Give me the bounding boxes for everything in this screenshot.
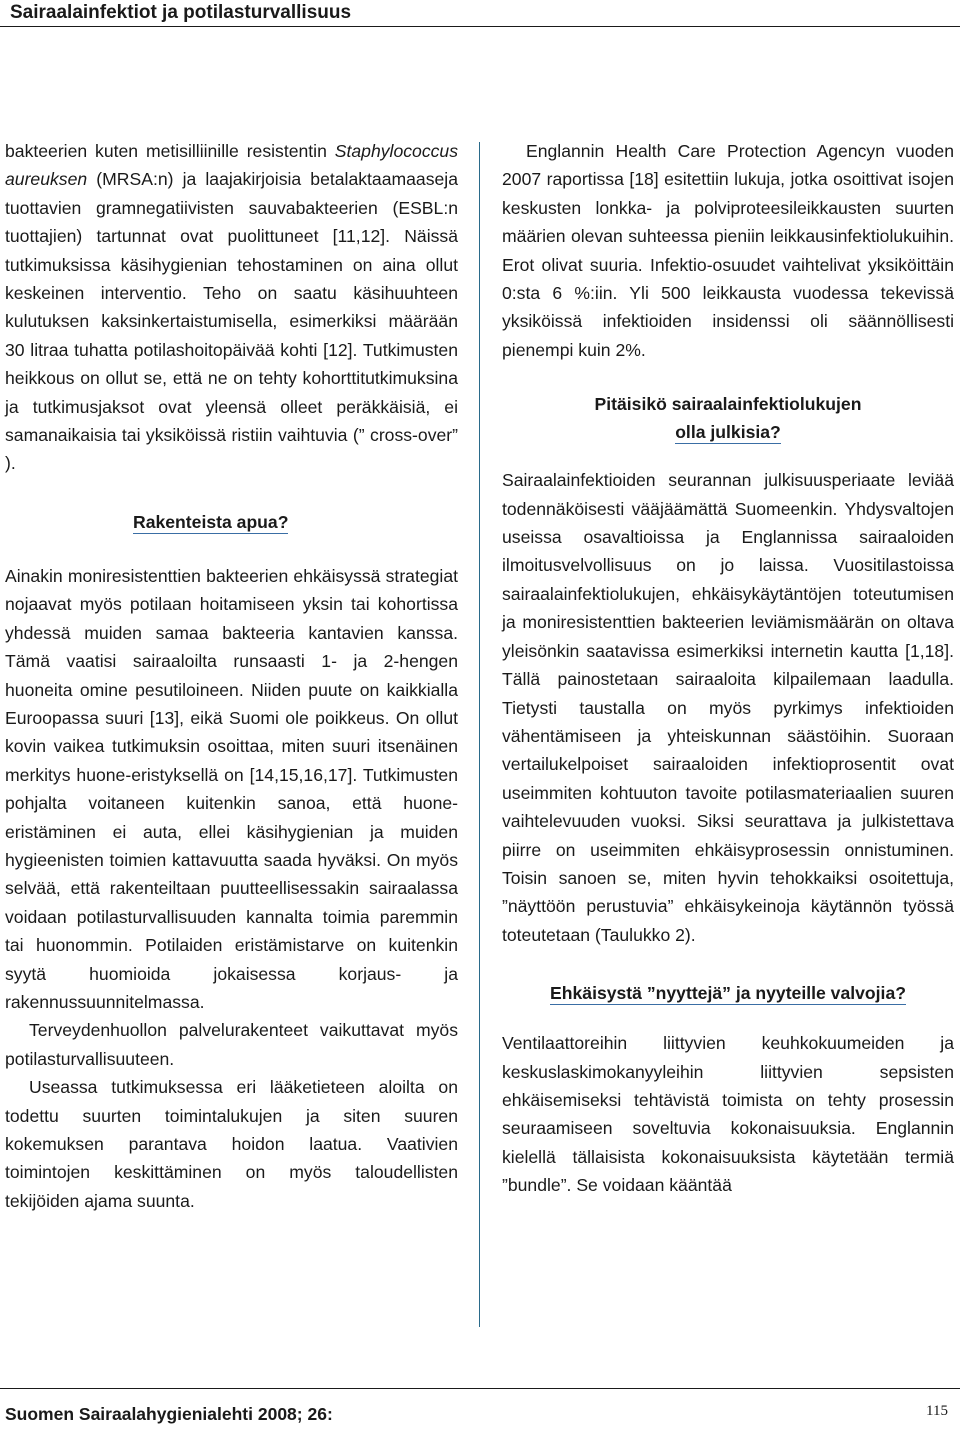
running-header	[0, 0, 960, 27]
column-divider	[479, 142, 480, 1327]
right-paragraph-1: Englannin Health Care Protection Agencyn vuoden 2007 raportissa [18] esitettiin lukuja, jotka osoittivat isojen keskusten lonkka- ja polviproteesileikkausten suurten määrien olevan suhteessa pieniin leikkausinfektiolukuihin. Erot olivat suuria. Infektio-osuudet vaihtelivat yksiköittäin 0:sta 6 %:iin. Yli 500 leikkausta vuodessa tekevissä yksiköissä infektioiden insidenssi oli säännöllisesti pienempi kuin 2%.	[502, 141, 954, 360]
right-paragraph-3: Ventilaattoreihin liittyvien keuhkokuumeiden ja keskuslaskimokanyyleihin liittyvien sepsisten ehkäisemiseksi tehtävistä toimista on tehty prosessin seuraamiseen soveltuvia kokonaisuuksia. Englannin kielellä tällaisista kokonaisuuksista käytetään termiä ”bundle”. Se voidaan kääntää	[502, 1033, 954, 1196]
heading-rakenteista-apua-text: Rakenteista apua?	[133, 511, 289, 532]
left-paragraph-3: Terveydenhuollon palvelurakenteet vaikuttavat myös potilasturvallisuuteen.	[5, 1020, 458, 1069]
right-paragraph-2: Sairaalainfektioiden seurannan julkisuusperiaate leviää todennäköisesti vääjäämättä Suomeenkin. Yhdysvaltojen useissa osavaltioissa ja Englannissa sairaaloiden ilmoitusvelvollisuus on jo laissa. Vuositilastoissa sairaalainfektiolukujen, ehkäisykäytäntöjen toteutumisen ja moniresistenttien bakteerien leviämismäärän on oltava yleisönkin saatavissa esimerkiksi internetin kautta [1,18]. Tällä painostetaan sairaaloita kilpailemaan laadulla. Tietysti taustalla on myös pyrkimys infektioiden vähentämiseen ja yhteiskunnan säästöihin. Suoraan vertailukelpoiset sairaaloiden infektioprosentit ovat useimmiten kohtuuton tavoite potilasmateriaalien suuren vaihtelevuuden vuoksi. Siksi seurattava ja julkistettava piirre on useimmiten ehkäisyprosessin onnistuminen. Toisin sanoen se, miten hyvin tehokkaiksi osoitettuja, ”näyttöön perustuvia” ehkäisykeinoja käytännön työssä toteutetaan (Taulukko 2).	[502, 470, 954, 945]
page-number: 115	[926, 1403, 948, 1419]
heading-pitaisiko-line-1: Pitäisikö sairaalainfektiolukujen	[594, 394, 862, 415]
left-paragraph-1-lead: bakteerien kuten metisilliinille resistentin	[5, 141, 335, 161]
right-column	[502, 137, 954, 1200]
left-paragraph-1-species: Staphylococcus aureuksen	[5, 141, 458, 190]
heading-rakenteista-apua	[5, 508, 458, 536]
footer-journal-citation: Suomen Sairaalahygienialehti 2008; 26:	[5, 1404, 333, 1424]
footer-rule	[0, 1388, 960, 1389]
heading-pitaisiko-line-2: olla julkisia?	[675, 422, 781, 443]
running-header-title: Sairaalainfektiot ja potilasturvallisuus	[10, 2, 352, 23]
heading-pitaisiko-julkisia	[502, 390, 954, 446]
left-paragraph-1	[5, 137, 458, 478]
heading-pitaisiko-line-2-wrap	[502, 418, 954, 446]
left-column	[5, 137, 458, 1215]
heading-ehkaisysta-nyytteja-text: Ehkäisystä ”nyyttejä” ja nyyteille valvojia?	[550, 983, 906, 1004]
left-paragraph-2: Ainakin moniresistenttien bakteerien ehkäisyssä strategiat nojaavat myös potilaan hoitamiseen yksin tai kohortissa yhdessä muiden samaa bakteeria kantavien kanssa. Tämä vaatisi sairaaloilta runsaasti 1- ja 2-hengen huoneita omine pesutiloineen. Niiden puute on kaikkialla Euroopassa suuri [13], eikä Suomi ole poikkeus. On ollut kovin vaikea tutkimuksin osoittaa, miten suuri itsenäinen merkitys huone-eristyksellä on [14,15,16,17]. Tutkimusten pohjalta voitaneen kuitenkin sanoa, että huone-eristäminen ei auta, ellei käsihygienian ja muiden hygieenisten toimien kattavuutta saada hyväksi. On myös selvää, että rakenteiltaan puutteellisessakin sairaalassa voidaan potilasturvallisuuden kannalta toimia paremmin tai huonommin. Potilaiden eristämistarve on kuitenkin syytä huomioida jokaisessa korjaus- ja rakennussuunnitelmassa.	[5, 565, 458, 1012]
left-paragraph-1-rest: (MRSA:n) ja laajakirjoisia betalaktaamaaseja tuottavien gramnegatiivisten sauvabakteerien (ESBL:n tuottajien) tartunnat ovat puolittuneet [11,12]. Näissä tutkimuksissa käsihygienian tehostaminen on aina ollut keskeinen interventio. Teho on saatu käsihuuhteen kulutuksen kaksinkertaistumisella, esimerkiksi määrään 30 litraa tuhatta potilashoitopäivää kohti [12]. Tutkimusten heikkous on ollut se, että ne on tehty kohorttitutkimuksina ja tutkimusjaksot ovat yleensä olleet peräkkäisiä, ei samanaikaisia tai yksiköissä ristiin vaihtuvia (” cross-over” ).	[5, 169, 458, 474]
heading-ehkaisysta-nyytteja	[502, 979, 954, 1007]
left-paragraph-4: Useassa tutkimuksessa eri lääketieteen aloilta on todettu suurten toimintalukujen ja siten suuren kokemuksen parantava hoidon laatua. Vaativien toimintojen keskittäminen on myös taloudellisten tekijöiden ajama suunta.	[5, 1077, 458, 1211]
